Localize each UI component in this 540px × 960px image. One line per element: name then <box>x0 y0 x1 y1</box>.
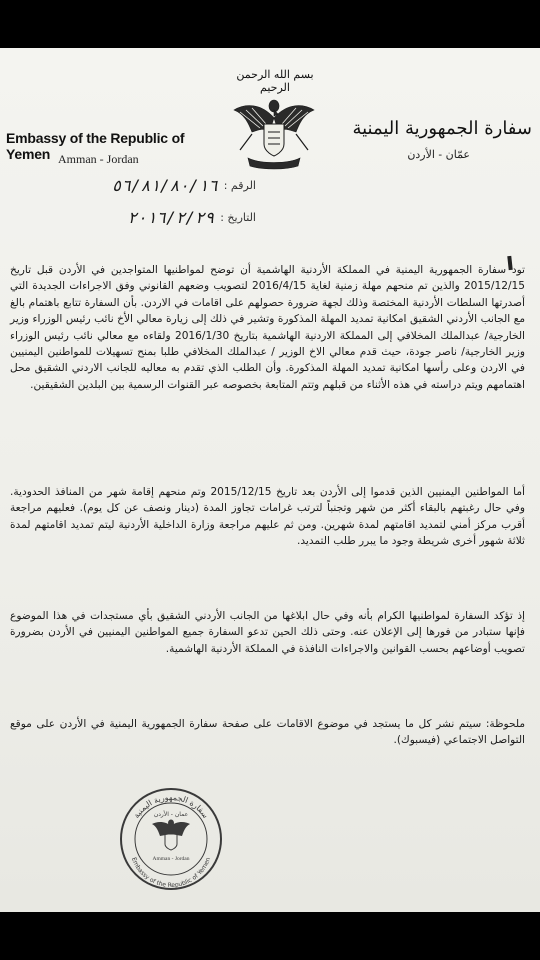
yemen-eagle-emblem-icon <box>230 88 318 174</box>
reference-number-line <box>6 174 256 196</box>
reference-number-label: الرقم : <box>223 178 256 192</box>
paragraph-1: تود سفارة الجمهورية اليمنية في المملكة الأردنية الهاشمية أن توضح لمواطنيها المتواجدين في الأردن قبل تاريخ 2015/12/15 والذين تم منحهم مهلة زمنية لغاية 2016/4/15 لتصويب وضعهم القانوني وفق الاجراءات الجديدة التي أصدرتها السلطات الأردنية المختصة وذلك لجهة ضرورة حصولهم على اقامات في الاردن. بأن السفارة تتابع باهتمام بالغ مع الجانب الأردني الشقيق امكانية تمديد المهلة المذكورة وتشير في ذلك إلى زيارة معالي الأخ نائب رئيس الوزراء وزير الخارجية/ عبدالملك المخلافي إلى المملكة الاردنية الهاشمية بتاريخ 2016/1/30 ولقاءه مع معالي نائب رئيس الوزراء وزير الخارجية/ ناصر جودة، حيث قدم معالي الاخ الوزير / عبدالملك المخلافي طلبا بمنح تسهيلات للمواطنين اليمنيين في الاردن وعلى رأسها امكانية تمديد المهلة المذكورة. وأن الطلب الذي تقدم به معاليه للجانب الاردني الشقيق محل اهتمامهم ويتم دراسته في هذه الأثناء من قبلهم وتتم المتابعة بخصوصه عبر القنوات الرسمية بين البلدين الشقيقين. <box>10 264 525 391</box>
reference-number-value: ٥٦/٨١/٨٠/١٦ <box>111 175 218 195</box>
city-english: Amman - Jordan <box>58 152 139 166</box>
paragraph-note: ملحوظة: سيتم نشر كل ما يستجد في موضوع الاقامات على صفحة سفارة الجمهورية اليمنية في الأردن على موقع التواصل الاجتماعي (فيسبوك). <box>10 718 525 747</box>
stamp-arabic-text: سفارة الجمهورية اليمنية <box>131 792 211 820</box>
embassy-seal-stamp-icon <box>118 786 224 892</box>
reference-date-label: التاريخ : <box>220 210 256 224</box>
stamp-city-english: Amman - Jordan <box>152 856 190 862</box>
embassy-name-arabic: سفارة الجمهورية اليمنية <box>352 118 532 139</box>
paragraph-3: إذ تؤكد السفارة لمواطنيها الكرام بأنه وفي حال ابلاغها من الجانب الأردني الشقيق بأي مستجدات في هذا الموضوع فإنها ستبادر من فورها إلى الإعلان عنه. وحتى ذلك الحين تدعو السفارة جميع المواطنين اليمنيين في الأردن بضرورة تصويب أوضاعهم بحسب القوانين والاجراءات النافذة في المملكة الأردنية الهاشمية. <box>10 610 525 655</box>
stamp-city-arabic: عمان - الأردن <box>153 811 189 818</box>
letter-page <box>0 48 540 912</box>
stamp-english-text: Embassy of the Republic of Yemen <box>129 856 213 890</box>
basmala-text: بسم الله الرحمن الرحيم <box>236 68 314 94</box>
reference-date-value: ٢٠١٦/٢/٢٩ <box>127 207 215 227</box>
city-arabic: عمّان - الأردن <box>407 148 470 161</box>
reference-date-line <box>6 206 256 228</box>
embassy-name-english: Embassy of the Republic of Yemen <box>6 130 185 162</box>
paragraph-2: أما المواطنين اليمنيين الذين قدموا إلى الأردن بعد تاريخ 2015/12/15 وتم منحهم إقامة شهر من المنافذ الحدودية. وفي حال رغبتهم بالبقاء أكثر من شهر وتجنباً لترتب غرامات تجاوز المدة (دينار ونصف عن كل يوم). فعليهم مراجعة أقرب مركز أمني لتمديد اقامتهم لمدة شهرين. ومن ثم عليهم مراجعة وزارة الداخلية الأردنية ليتم تمديد اقامتهم لمدة ثلاثة شهور أخرى شريطة وجود ما يبرر طلب التمديد. <box>10 486 525 548</box>
